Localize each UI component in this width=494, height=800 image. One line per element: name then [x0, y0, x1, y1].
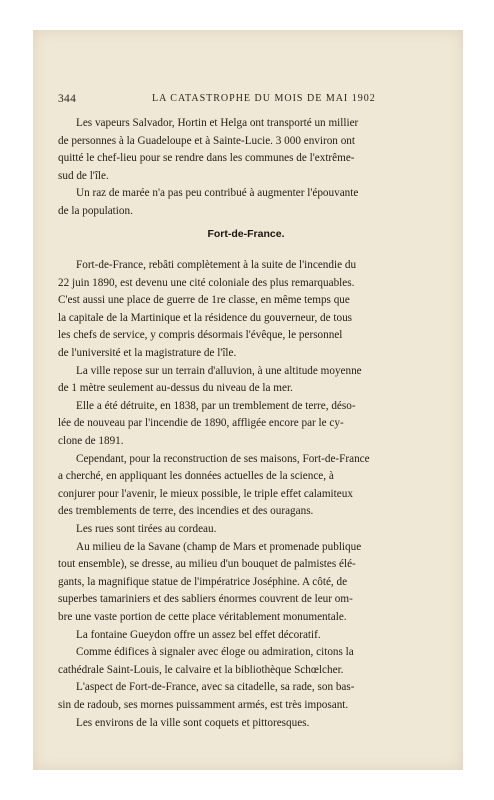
- text-line: superbes tamariniers et des sabliers énormes couvrent de leur om-: [58, 593, 353, 606]
- text-line: sin de radoub, ses mornes puissamment armés, est très imposant.: [58, 699, 349, 711]
- text-line: bre une vaste portion de cette place véritablement monumentale.: [58, 611, 347, 623]
- text-line: cathédrale Saint-Louis, le calvaire et la bibliothèque Schœlcher.: [58, 663, 344, 676]
- text-line: La ville repose sur un terrain d'alluvion, à une altitude moyenne: [76, 364, 362, 377]
- text-line: lée de nouveau par l'incendie de 1890, affligée encore par le cy-: [58, 417, 344, 430]
- text-line: 22 juin 1890, est devenu une cité coloniale des plus remarquables.: [58, 276, 355, 289]
- text-line: Au milieu de la Savane (champ de Mars et promenade publique: [76, 540, 362, 553]
- text-line: clone de 1891.: [58, 435, 124, 447]
- text-line: de 1 mètre seulement au-dessus du niveau de la mer.: [58, 382, 293, 395]
- text-line: L'aspect de Fort-de-France, avec sa citadelle, sa rade, son bas-: [76, 681, 355, 694]
- text-line: la capitale de la Martinique et la résidence du gouverneur, de tous: [58, 311, 353, 324]
- text-line: tout ensemble), se dresse, au milieu d'un bouquet de palmistes élé-: [58, 558, 356, 571]
- text-line: Les environs de la ville sont coquets et pittoresques.: [76, 716, 310, 729]
- text-line: de personnes à la Guadeloupe et à Sainte-Lucie. 3 000 environ ont: [58, 134, 355, 147]
- text-line: Les vapeurs Salvador, Hortin et Helga ont transporté un millier: [76, 117, 359, 129]
- text-line: de l'université et la magistrature de l'île.: [58, 347, 237, 359]
- text-line: Les rues sont tirées au cordeau.: [76, 523, 217, 535]
- text-line: de la population.: [58, 204, 133, 217]
- text-line: sud de l'île.: [58, 169, 109, 182]
- text-line: conjurer pour l'avenir, le mieux possible, le triple effet calamiteux: [58, 487, 353, 500]
- section-heading: Fort-de-France.: [207, 228, 285, 240]
- text-line: a cherché, en appliquant les données actuelles de la science, à: [58, 470, 334, 483]
- text-line: La fontaine Gueydon offre un assez bel effet décoratif.: [76, 628, 321, 641]
- text-line: Cependant, pour la reconstruction de ses maisons, Fort-de-France: [76, 452, 370, 465]
- running-title: LA CATASTROPHE DU MOIS DE MAI 1902: [152, 93, 376, 104]
- text-line: C'est aussi une place de guerre de 1re classe, en même temps que: [58, 294, 350, 307]
- text-line: quitté le chef-lieu pour se rendre dans les communes de l'extrême-: [58, 152, 355, 164]
- text-line: Comme édifices à signaler avec éloge ou admiration, citons la: [76, 646, 354, 659]
- text-line: Un raz de marée n'a pas peu contribué à augmenter l'épouvante: [76, 187, 359, 199]
- text-line: Fort-de-France, rebâti complètement à la suite de l'incendie du: [76, 259, 357, 271]
- text-line: gants, la magnifique statue de l'impératrice Joséphine. A côté, de: [58, 575, 348, 588]
- page-header: [58, 93, 434, 109]
- page-number: 344: [58, 93, 77, 105]
- text-line: des tremblements de terre, des incendies et des ouragans.: [58, 505, 314, 518]
- text-line: Elle a été détruite, en 1838, par un tremblement de terre, déso-: [76, 399, 356, 412]
- text-line: les chefs de service, y compris désormais l'évêque, le personnel: [58, 329, 343, 342]
